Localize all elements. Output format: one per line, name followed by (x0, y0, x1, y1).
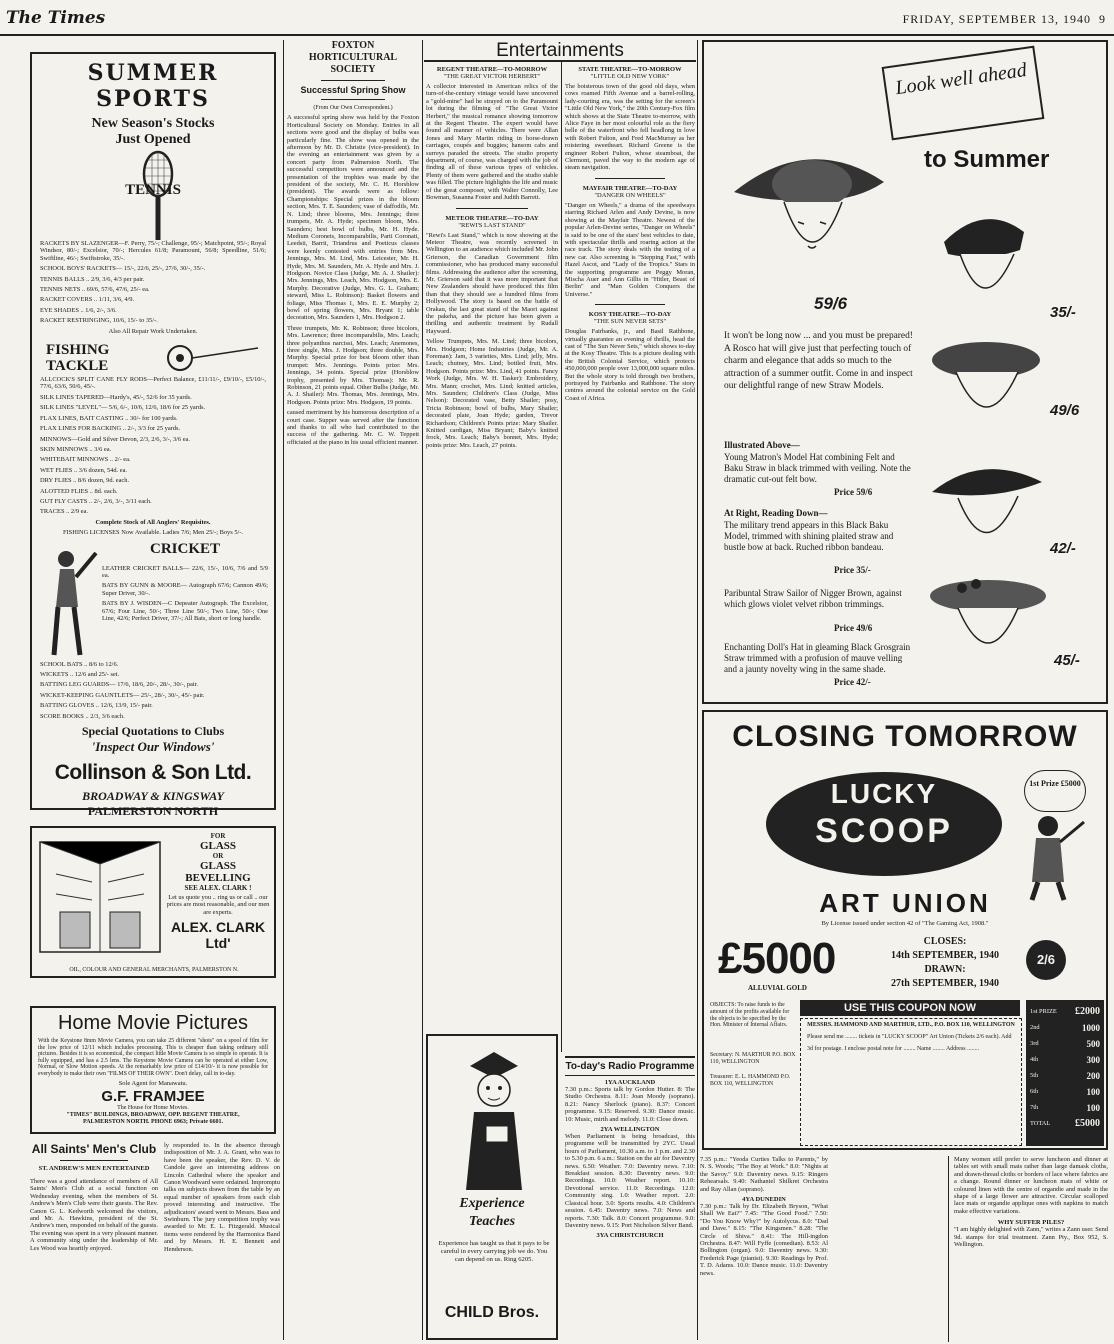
column-rule (283, 40, 284, 1340)
cricket-list-top (102, 565, 268, 626)
hat-illustration-1 (724, 122, 894, 292)
hort-body-2: Three trumpets, Mr. K. Robinson; three bicolors, Mrs. Lawrence; three incomparabilis, Mrs. Leach; three polyanthus narcissi, Mrs. Leach; Anemones, three single, Mrs. J. Hodgson; three double, Mrs. Murphy. Special prize for best bloom other than trumpet: Mrs. Jennings. Points prize: Mrs. Jennings, 34 points. Special prize (Horsblow trophy, presented by Mrs. Thomas): Mr. R. Robinson, 21 points equal. Other Bulbs (Judge, Mr. A. J. Shailer): Mrs. Thomas, Mrs. Jennings, Mrs. Hodgson. Points prize: Mrs. Hodgson, 19 points. (287, 324, 419, 406)
price-tag-2: 35/- (1050, 304, 1076, 321)
price-tag-4: 42/- (1050, 540, 1076, 557)
mens-club-col2: ly responded to. In the absence through indisposition of Mr. J. A. Grant, who was to have been the speaker, the Rev. D. V. de Candole gave an interesting address on Lincoln Cathedral where the speaker and Canon Woodward were ordained. Impromptu talks on subjects drawn from the table by an equal number of speakers from each club proved interesting and instructive. The adjudicators' award went to Messrs. Bass and Swinburn. The jury competition trophy was awarded to Mr. E. L. Fitzgerald. Musical items were rendered by the Harmonica Band and by Messrs. H. E. Bennett and Henderson. (164, 1142, 280, 1253)
glass-ad-text (164, 832, 272, 951)
glass-line: OR (212, 852, 224, 860)
item-3-price: Price 49/6 (834, 623, 873, 633)
mens-club-col1: There was a good attendance of members of All Saints' Men's Club at a social function on Wednesday evening, when the members of St. Andrew's Men's Club were their guests. The Rev. Canon G. L. Kedworth welcomed the visitors, and Mr. A. Hawkins, president of the St. Andrew's men, responded on behalf of the guests. The evening was spent in a very pleasant manner. A community sing under the leadership of Mr. Les Wood was heartily enjoyed. (30, 1178, 158, 1252)
state-subheading: "LITTLE OLD NEW YORK" (590, 73, 670, 80)
radio-station-body: 7.30 p.m.: Talk by Dr. Elizabeth Bryson, "What Shall We Eat?" 7.45: "The Good Food." 7.50: "Do You Know Why?" by Autolycus. 8.0: "Dad and Dave." 8.15: "The Kingsmen." 8.28: "The Circle of Shiva." 8.41: The Hill-ingdon Orchestra. 8.47: Will Fyffe (comedian). 8.53: Al Bollington (organ). 9.0: Daventry news. 9.30: Frederick Page (pianist). 9.30: Readings by Prof. T. D. Adams. 10.0: Dance music. 11.0: Daventry news. (700, 1203, 828, 1277)
radio-station: 4YA DUNEDIN (742, 1196, 786, 1204)
movie-ad-title: Home Movie Pictures (57, 1012, 249, 1034)
movie-ad-agent: Sole Agent for Manawatu. (118, 1079, 188, 1087)
state-mayfair-column (565, 66, 695, 1051)
script-text: Look well ahead (894, 59, 1029, 100)
piles-body: "I am highly delighted with Zann," writes a Zann user. Send 9d. stamps for trial treatment. Zann Pty., Box 952, S. Wellington. (954, 1226, 1108, 1249)
inspect-windows: 'Inspect Our Windows' (91, 739, 215, 754)
glass-line: FOR (210, 832, 226, 840)
shopfront-illustration (36, 834, 164, 962)
right-reading-down: At Right, Reading Down— (724, 508, 828, 518)
prize-value: £5000 (1075, 1118, 1100, 1129)
company-address-1: BROADWAY & KINGSWAY (82, 789, 224, 803)
scoop-secretary: Secretary: N. MARTHUR P.O. BOX 110, WELLINGTON (710, 1052, 796, 1065)
tennis-line: EYE SHADES .. 1/6, 2/-, 3/6. (40, 306, 117, 314)
home-movie-ad (30, 1006, 276, 1134)
page-number: 9 (1099, 12, 1106, 26)
prize-label: TOTAL (1030, 1120, 1051, 1127)
cricket-line: BATTING GLOVES .. 12/6, 13/9, 15/- pair. (40, 702, 153, 710)
prize-label: 6th (1030, 1088, 1039, 1095)
cricket-line: WICKET-KEEPING GAUNTLETS— 25/-, 28/-, 30/-, 45/- pair. (40, 691, 205, 699)
prize-label: 5th (1030, 1072, 1039, 1079)
fishing-line: ALLCOCK'S SPLIT CANE FLY RODS—Perfect Balance, £11/11/-, £9/10/-, £5/10/-, 77/6, 63/6, 50/6, 45/-. (40, 376, 266, 391)
prize-label: 1st PRIZE (1030, 1008, 1057, 1015)
mayfair-heading: MAYFAIR THEATRE—TO-DAY (582, 184, 678, 192)
radio-station: 1YA AUCKLAND (604, 1079, 656, 1086)
cricket-line: SCORE BOOKS .. 2/3, 3/6 each. (40, 712, 125, 720)
scoop-closes-label: CLOSES: (923, 936, 967, 947)
price-tag-3: 49/6 (1050, 402, 1080, 419)
cm-ross-ad (702, 40, 1108, 704)
cricket-line: WICKETS .. 12/6 and 25/- set. (40, 670, 120, 678)
radio-title: To-day's Radio Programme (565, 1061, 695, 1072)
fishing-list (40, 376, 266, 537)
ad-title: SUMMER SPORTS (87, 60, 219, 112)
child-ad-line-1: Experience (459, 1196, 525, 1211)
glass-company: ALEX. CLARK Ltd' (170, 919, 266, 952)
prize-row (1030, 1100, 1100, 1116)
hat-illustration-3 (926, 322, 1046, 432)
kosy-subheading: "THE SUN NEVER SETS" (593, 318, 667, 326)
tennis-heading: TENNIS (125, 182, 181, 198)
radio-extra (832, 1156, 942, 1163)
table-mats-note: Many women still prefer to serve luncheon and dinner at tables set with small mats rather than large damask cloths, and drawn-thread cloths or borders of lace where fabrics are a change. Round dinner or luncheon mats of white or coloured linen with the centre of organdie and made in the shape of a large flower are attractive. Circular scalloped lace mats or organdie applique ones with napkins to match make effective variations. (954, 1156, 1108, 1215)
hort-subtitle: Successful Spring Show (300, 85, 406, 95)
movie-ad-address-2: PALMERSTON NORTH. PHONE 6963; Private 6601. (82, 1118, 224, 1125)
hort-continued: Yellow Trumpets, Mrs. M. Lind; three bicolors, Mrs. Hodgson; Home Industries (Judge, Mr. A. Foreman): Jam, 3 varieties, Mrs. Lind; jelly, Mrs. Leach; chutney, Mrs. Lind; bottled fruit, Mrs. Hodgson. Points prize: Mrs. Lind, 41 points. Fancy Work (Judge, Mrs. W. H. Tasker): Embroidery, Mrs. Mann; crochet, Mrs. Lind; knitted articles, Mrs. Saunders; Children's Class (Judge, Miss Nelson): Decorated vase, Betty Shailer; posy, Tricia Robinson; bowl of bulbs, Mary Shailer; decorated plate, Joan Hyde; garden, Trevor Richardson; Children's Points prize: Mary Shailer. Knitted cardigan, Miss Bryant; Baby's knitted frock, Mrs. Leach; Baby's bonnet, Mrs. Hyde; points prize: Mrs. Leach, 27 points. (426, 338, 558, 449)
item-2: The military trend appears in this Black Baku Model, trimmed with shining plaited straw and bustle bow at back. Ruched ribbon bandeau. (724, 520, 894, 552)
cricket-line: BATTING LEG GUARDS— 17/6, 18/6, 20/-, 28/-, 30/-, pair. (40, 681, 198, 689)
scoop-amount: £5000 (718, 934, 836, 983)
company-address-2: PALMERSTON NORTH (87, 804, 219, 818)
page-date (903, 12, 1106, 27)
prize-badge-text: 1st Prize £5000 (1029, 779, 1081, 788)
piles-heading: WHY SUFFER PILES? (997, 1219, 1065, 1227)
home-notes (954, 1156, 1108, 1342)
summer-sports-ad (30, 52, 276, 818)
ross-intro: It won't be long now ... and you must be prepared! A Rosco hat will give just that perfecting touch of charm and elegance that adds so much to the attraction of a summer outfit. Come in and inspect our delightful range of new Straw Models. (724, 331, 913, 392)
prize-row (1030, 1036, 1100, 1052)
coupon-form-text: Please send me ........ tickets in "LUCKY SCOOP" Art Union (Tickets 2/6 each). Add 3d for postage. I enclose postal note for ........ Name ........ Address ........ (807, 1034, 1012, 1052)
script-badge (882, 46, 1045, 141)
prize-row (1030, 1052, 1100, 1068)
company-name: Collinson & Son Ltd. (54, 761, 252, 784)
date-text: FRIDAY, SEPTEMBER 13, 1940 (902, 12, 1091, 26)
fishing-line: ALOTTED FLIES .. 8d. each. (40, 487, 118, 495)
tennis-line: TENNIS BALLS .. 2/9, 3/6, 4/3 per pair. (40, 275, 145, 283)
mens-club-subtitle: ST. ANDREW'S MEN ENTERTAINED (38, 1165, 150, 1172)
prize-row (1030, 1004, 1100, 1020)
radio-station-body: 7.35 p.m.: "Yeoda Curties Talks to Parents," by N. S. Woods; "The Boy at Work." 8.0: "Nights at the Savoy." 9.0: Daventry news. 9.15: Ringers Rehearsals. 9.40: Nathaniel Shilkret Orchestra and Ray Allan (soprano). (700, 1156, 828, 1193)
radio-station: 2YA WELLINGTON (600, 1126, 660, 1134)
child-ad-company: CHILD Bros. (444, 1304, 540, 1321)
prize-value: 500 (1086, 1039, 1100, 1049)
column-rule (561, 62, 562, 1052)
coupon-form[interactable] (800, 1018, 1022, 1146)
fishing-reel-icon (160, 342, 260, 374)
scoop-scoop: SCOOP (815, 812, 953, 850)
prize-value: 200 (1086, 1071, 1100, 1081)
tennis-line: SCHOOL BOYS' RACKETS— 15/-, 22/6, 25/-, 27/6, 30/-, 35/-. (40, 265, 206, 273)
tennis-line: TENNIS NETS .. 69/6, 57/6, 47/6, 25/- ea. (40, 286, 150, 294)
glass-line: BEVELLING (185, 872, 251, 884)
prize-value: 100 (1086, 1087, 1100, 1097)
regent-meteor-column (426, 66, 558, 826)
prize-value: £2000 (1075, 1006, 1100, 1017)
hort-correspondent: (From Our Own Correspondent.) (313, 105, 393, 111)
fishing-line: TRACES .. 2/9 ea. (40, 508, 88, 516)
mens-club-title: All Saints' Men's Club (31, 1142, 157, 1156)
fishing-line: SILK LINES "LEVEL"— 5/6, 6/-, 10/6, 12/6, 18/6 for 25 yards. (40, 404, 206, 412)
radio-station-body: 7.30 p.m.: Sports talk by Gordon Hutter. 8: The Studio Orchestra. 8.11: Joan Moody (soprano). 8.21: Nancy Sherlock (piano). 8.37: Concert programme. 9.15: Reserved. 9.30: Dance music. 10: Music, mirth and melody. 11.0: Close down. (565, 1086, 695, 1123)
hat-illustration-5 (922, 566, 1052, 676)
meteor-subheading: "REWI'S LAST STAND" (458, 221, 526, 229)
scoop-close-date: 14th SEPTEMBER, 1940 (890, 950, 1000, 961)
radio-programme (565, 1056, 695, 1342)
cricket-line: LEATHER CRICKET BALLS— 22/6, 15/-, 10/6, 7/6 and 5/9 ea. (102, 564, 268, 579)
meteor-body: "Rewi's Last Stand," which is now showing at the Meteor Theatre, was recently screened in Wellington to an audience which included Mr. John Grierson, the Canadian Government film commissioner, who has produced many successful films. Addressing the audience after the screening, Mr. Grierson said that it was more important that New Zealanders should have produced this film than that they should see a hundred films from Hollywood. The story is based on the battle of Orakau, the last great stand of the Maori against the pakeha, and the picture has been given a thrilling and authentic treatment by Rudall Hayward. (426, 231, 558, 335)
item-4-price: Price 42/- (834, 677, 871, 687)
item-1: Young Matron's Model Hat combining Felt and Baku Straw in black trimmed with veiling. Note the dramatic cut-out felt bow. (724, 452, 911, 484)
tennis-line: RACKETS BY SLAZENGER—F. Perry, 75/-; Challenge, 95/-; Matchpoint, 95/-; Royal Windsor, 80/-; Excelsior, 70/-; Hercules 61/8; Paramount, 56/8; Speedline, 51/6; Swiftline, 46/-; Swiftstroke, 35/-. (40, 240, 266, 262)
tennis-list (40, 240, 266, 335)
regent-body: A collector interested in American relics of the turn-of-the-century vintage would have uncovered a "gold-mine" had he strayed on to the Paramount lot during the filming of "The Great Victor Herbert," the musical romance showing tomorrow at the Regent Theatre. The expert would have found all manner of vehicles. There were Allan Jones and Mary Martin riding in horse-drawn carriages, coupés and buggies; hansom cabs and surreys paraded the streets. The studio property department, of course, was charged with the job of finding all of these various types of vehicles. Plenty of them were gathered and the studio stable was filled. The picture highlights the life and music of the great composer, with Walter Connolly, Lee Bowman, Susanna Foster and Judith Barrett. (426, 83, 558, 202)
cricket-line: BATS BY J. WISDEN—C Depeater Autograph. The Excelsior, 67/6; Four Line, 50/-; Three Line 50/-; Two Line, 50/-; One Line, 42/6; Perfect Driver, 37/-; All Bats, short or long handle. (102, 600, 268, 622)
prize-label: 3rd (1030, 1040, 1039, 1047)
meteor-heading: METEOR THEATRE—TO-DAY (445, 214, 539, 222)
glass-line: GLASS (199, 860, 237, 872)
hort-body: A successful spring show was held by the Foxton Horticultural Society on Monday. Entries in all sections were good and the display of bulbs was particularly fine. The show was opened in the afternoon by Mr. D. Christie (vice-president). In the evening an entertainment was given by a concert party from Palmerston North. The successful competitors were announced and the presentation of the trophies was made by the president of the society, Mr. C. H. Horsblow (president). The awards were as follow: Championships: Special prizes in the bloom section, Mrs. T. E. Saunders; vase of daffodils, Mr. N. Lind; three blooms, Mrs. Jennings; three trumpets, Mr. A. Hyde; specimen bloom, Mrs. Saunders; best bowl of bulbs, Mr. H. Hyde. Medium Coronets, Incomparabilis, Parti Coronati, Leedsii, Barrii, Triandrus and Poeticus classes were keenly contested with entries from Mrs. Jennings, Mrs. M. Lind, Mrs. Leicester, Mr. H. Hyde, Mrs. M. Saunders, Mr. A. Hyde and Mrs. J. Hodgson. Novice Class (Judge, Mr. A. J. Shailer): Mrs. Jennings, Mrs. Leach, Mrs. Hodgson, Mrs. E. Murphy. Decorative (Judge, Mrs. G. L. Graham; steward, Miss L. Robinson): Basket flowers and foliage, Miss Thomas 1, Mrs. E. E. Murphy 2; bowl of spring flowers, Mrs. Bryant 1; table decoration, Mrs. Saunders 1, Mrs. Hodgson 2. (287, 114, 419, 322)
column-rule (948, 1156, 949, 1342)
fishing-line: WET FLIES .. 3/6 dozen, 54d. ea. (40, 466, 128, 474)
cricketer-icon (40, 547, 98, 659)
lucky-scoop-ad (702, 710, 1108, 1150)
fishing-line: FISHING LICENSES Now Available. Ladies 7/6; Men 25/-; Boys 5/-. (62, 529, 244, 537)
scoop-treasurer: Treasurer: E. L. HAMMOND P.O. BOX 110, WELLINGTON (710, 1074, 791, 1087)
hat-illustration-4 (922, 452, 1052, 572)
prize-table (1026, 1000, 1104, 1146)
radio-station: 3YA CHRISTCHURCH (596, 1232, 664, 1240)
coupon-addressee: MESSRS. HAMMOND AND MARTHUR, LTD., P.O. BOX 110, WELLINGTON (807, 1022, 1015, 1028)
column-rule (422, 40, 423, 1340)
cricket-line: SCHOOL BATS .. 8/6 to 12/6. (40, 660, 119, 668)
column-rule (697, 40, 698, 1340)
scoop-lucky: LUCKY (830, 778, 938, 809)
item-1-price: Price 59/6 (834, 487, 873, 497)
state-body: The boisterous town of the good old days, when cows roamed Fifth Avenue and a barrel-rolling, lady-courting era, was the setting for the screen's "Little Old New York," the 20th Century-Fox film which shows at the State Theatre to-morrow, with Alice Faye in her most colourful role as the fiery belle of the waterfront who fell headlong in love with Robert Fulton, and Fred MacMurray as her roistering sweetheart. Richard Greene is the engineer Robert Fulton, whose steamboat, the Clermont, paved the way to the modern age of steam navigation. (565, 83, 695, 172)
scoop-drawn-label: DRAWN: (924, 964, 966, 975)
ticket-price-badge (1026, 940, 1066, 980)
fishing-line: FLAX LINES FOR BACKING .. 2/-, 3/3 for 25 yards. (40, 425, 181, 433)
ad-subtitle-1: New Season's Stocks (91, 116, 215, 131)
tennis-line: RACKET COVERS .. 1/11, 3/6, 4/9. (40, 296, 135, 304)
price-tag-5: 45/- (1054, 652, 1080, 669)
prize-label: 7th (1030, 1104, 1039, 1111)
prize-label: 4th (1030, 1056, 1039, 1063)
child-ad-line-2: Teaches (468, 1214, 516, 1229)
page-header (0, 0, 1114, 36)
tennis-line: Also All Repair Work Undertaken. (108, 327, 198, 335)
price-tag-1: 59/6 (814, 294, 848, 313)
radio-station-body: When Parliament is being broadcast, this programme will be transmitted by 2YC. Usual hours of Parliament, 10.30 a.m. to 1 p.m. and 2.30 to 5.30 p.m. 6 a.m.: Station on the air for Daventry news. 6.50: Weather. 7.0: Daventry news. 7.10: Breakfast session. 8.30: Daventry news. 9.0: Recordings. 10.0: Weather report. 10.10: Devotional service. 11.0: Recordings. 12.0: Community sing. 1.0: Weather report. 2.0: Classical hour. 3.0: Sports results. 4.0: Children's session. 6.45: Daventry news. 7.0: News and reports. 7.30: Talk. 8.0: Concert programme. 9.0: Daventry news. 9.15: Port Nicholson Silver Band. (565, 1133, 695, 1229)
scoop-headline: CLOSING TOMORROW (732, 720, 1078, 753)
special-quotations: Special Quotations to Clubs (81, 724, 225, 738)
regent-subheading: "THE GREAT VICTOR HERBERT" (443, 73, 541, 80)
fishing-line: GUT FLY CASTS .. 2/-, 2/6, 3/-, 3/11 each. (40, 497, 152, 505)
fishing-line: WHITEBAIT MINNOWS .. 2/- ea. (40, 456, 131, 464)
movie-ad-tagline: The House for Home Movies. (117, 1104, 189, 1111)
prize-badge (1024, 770, 1086, 812)
kosy-heading: KOSY THEATRE—TO-DAY (588, 311, 672, 319)
item-2-price: Price 35/- (834, 565, 871, 575)
radio-programme-cont-2 (832, 1156, 942, 1342)
kosy-body: Douglas Fairbanks, jr., and Basil Rathbone, virtually guarantee an evening of thrills, head the cast of "The Sun Never Sets," which shows to-day at the Kosy Theatre. This is a picture dealing with the British Colonial Service, which protects 450,000,000 people over 13,000,000 square miles. But the whole story is told through two brothers, portrayed by Fairbanks and Rathbone. The story centres around the colonial service on the Gold Coast of Africa. (565, 328, 695, 402)
fishing-line: SKIN MINNOWS .. 3/6 ea. (40, 445, 112, 453)
mayfair-body: "Danger on Wheels," a drama of the speedways starring Richard Arlen and Andy Devine, is now showing at the Mayfair Theatre. Newest of the popular Arlen-Devine series, "Danger on Wheels" is said to be one of the stars' best vehicles to date, with spectacular thrills and roaring action at the race track. The story deals with the testing of a new car. Also screening is "Stepping Fast," with Hazel Ascot, and "Lady of the Tropics." Stars in the supporting programme are Peggy Moran, Mischa Auer and Ann Gillis in "Hitler, Beast of Berlin" and "Man Golden Conquers the Universe." (565, 201, 695, 298)
prize-row (1030, 1116, 1100, 1132)
fishing-line: Complete Stock of All Anglers' Requisites. (95, 518, 211, 526)
movie-ad-body: With the Keystone 8mm Movie Camera, you can take 25 different "shots" on a spool of film for the low price of 12/11 which includes processing. This is cheaper than taking ordinary still pictures. Besides it is so economical, the compact little Movie Camera is so simple to operate. It is fully equipped, and has a 2.5 lens. The Keystone Movie Camera can be operated at either Low, Normal, or Slow Motion speeds. At the remarkably low price of £14/10/- it is now possible for everybody to make their own "FILMS OF THEIR OWN". Don't delay, call in to-day. (38, 1038, 268, 1077)
prize-row (1030, 1068, 1100, 1084)
glass-line: GLASS (199, 840, 237, 852)
glass-body: Let us quote you .. ring us or call .. our prices are most reasonable, and our men are experts. (166, 894, 270, 916)
horticultural-article (287, 40, 419, 1340)
prize-value: 1000 (1082, 1023, 1100, 1033)
glass-line: SEE ALEX. CLARK ! (184, 884, 252, 892)
fishing-heading: FISHING TACKLE (46, 342, 110, 375)
regent-heading: REGENT THEATRE—TO-MORROW (436, 66, 548, 73)
prize-label: 2nd (1030, 1024, 1040, 1031)
fishing-line: SILK LINES TAPERED—Hardy's, 45/-, 52/6 for 35 yards. (40, 393, 192, 401)
mayfair-subheading: "DANGER ON WHEELS" (594, 191, 666, 199)
state-heading: STATE THEATRE—TO-MORROW (578, 66, 682, 73)
prize-value: 100 (1086, 1103, 1100, 1113)
item-3: Paribuntal Straw Sailor of Nigger Brown, against which glows violet velvet ribbon trimmings. (724, 588, 902, 609)
radio-programme-cont (700, 1156, 828, 1342)
graduate-illustration (450, 1042, 538, 1192)
glass-footer: OIL, COLOUR AND GENERAL MERCHANTS, PALMERSTON N. (69, 966, 239, 973)
item-4: Enchanting Doll's Hat in gleaming Black Grosgrain Straw trimmed with a profusion of mauve velling and a jaunty novelty wing in the same shade. (724, 642, 911, 674)
mens-club-article (30, 1142, 158, 1342)
scoop-objects: OBJECTS: To raise funds to the amount of the profits available for the objects to be specified by the Hon. Minister of Internal Affairs. (710, 1002, 790, 1029)
scoop-drawn-date: 27th SEPTEMBER, 1940 (890, 978, 1000, 989)
ticket-price: 2/6 (1036, 952, 1056, 967)
masthead: The Times (6, 8, 106, 28)
ad-subtitle-2: Just Opened (115, 132, 191, 147)
child-bros-ad (426, 1034, 558, 1340)
fishing-line: FLAX LINES, BAIT CASTING .. 30/- for 100 yards. (40, 414, 178, 422)
prize-list (1026, 1000, 1104, 1136)
fishing-line: MINNOWS—Gold and Silver Devon, 2/3, 2/6, 3/-, 3/6 ea. (40, 435, 190, 443)
entertainments-title: Entertainments (496, 40, 624, 61)
prize-row (1030, 1084, 1100, 1100)
movie-ad-company: G.F. FRAMJEE (101, 1087, 205, 1105)
cricket-list (40, 661, 266, 720)
ross-headline: to Summer (924, 146, 1050, 173)
cricket-heading: CRICKET (149, 540, 220, 557)
entertainments-header (424, 40, 696, 62)
scoop-licence: By License issued under section 42 of "The Gaming Act, 1908." (821, 920, 989, 927)
prize-value: 300 (1086, 1055, 1100, 1065)
art-union-title: ART UNION (819, 888, 991, 918)
prize-row (1030, 1020, 1100, 1036)
hort-title: FOXTON HORTICULTURAL SOCIETY (308, 40, 398, 75)
child-ad-body: Experience has taught us that it pays to be careful in every carrying job we do. You can depend on us. Ring 6205. (438, 1240, 550, 1263)
hat-illustration-2 (924, 192, 1044, 322)
illustrated-above: Illustrated Above— (724, 440, 800, 450)
scoop-alluvial: ALLUVIAL GOLD (748, 984, 807, 992)
tennis-line: RACKET RESTRINGING, 10/6, 15/- to 35/-. (40, 317, 158, 325)
movie-ad-address: "TIMES" BUILDINGS, BROADWAY, OPP. REGENT THEATRE, (66, 1111, 240, 1118)
coupon-banner: USE THIS COUPON NOW (800, 1000, 1020, 1016)
cricket-line: BATS BY GUNN & MOORE— Autograph 67/6; Cannon 49/6; Super Driver, 30/-. (102, 582, 268, 597)
mens-club-col3: caused merriment by his humorous description of a court case. Supper was served after the function and thanks to all who had contributed to the success of the gathering. Mr. C. W. Teppett officiated at the piano in his usual efficient manner. (287, 409, 419, 446)
glass-ad (30, 826, 276, 978)
fishing-line: DRY FLIES .. 8/6 dozen, 9d. each. (40, 477, 130, 485)
